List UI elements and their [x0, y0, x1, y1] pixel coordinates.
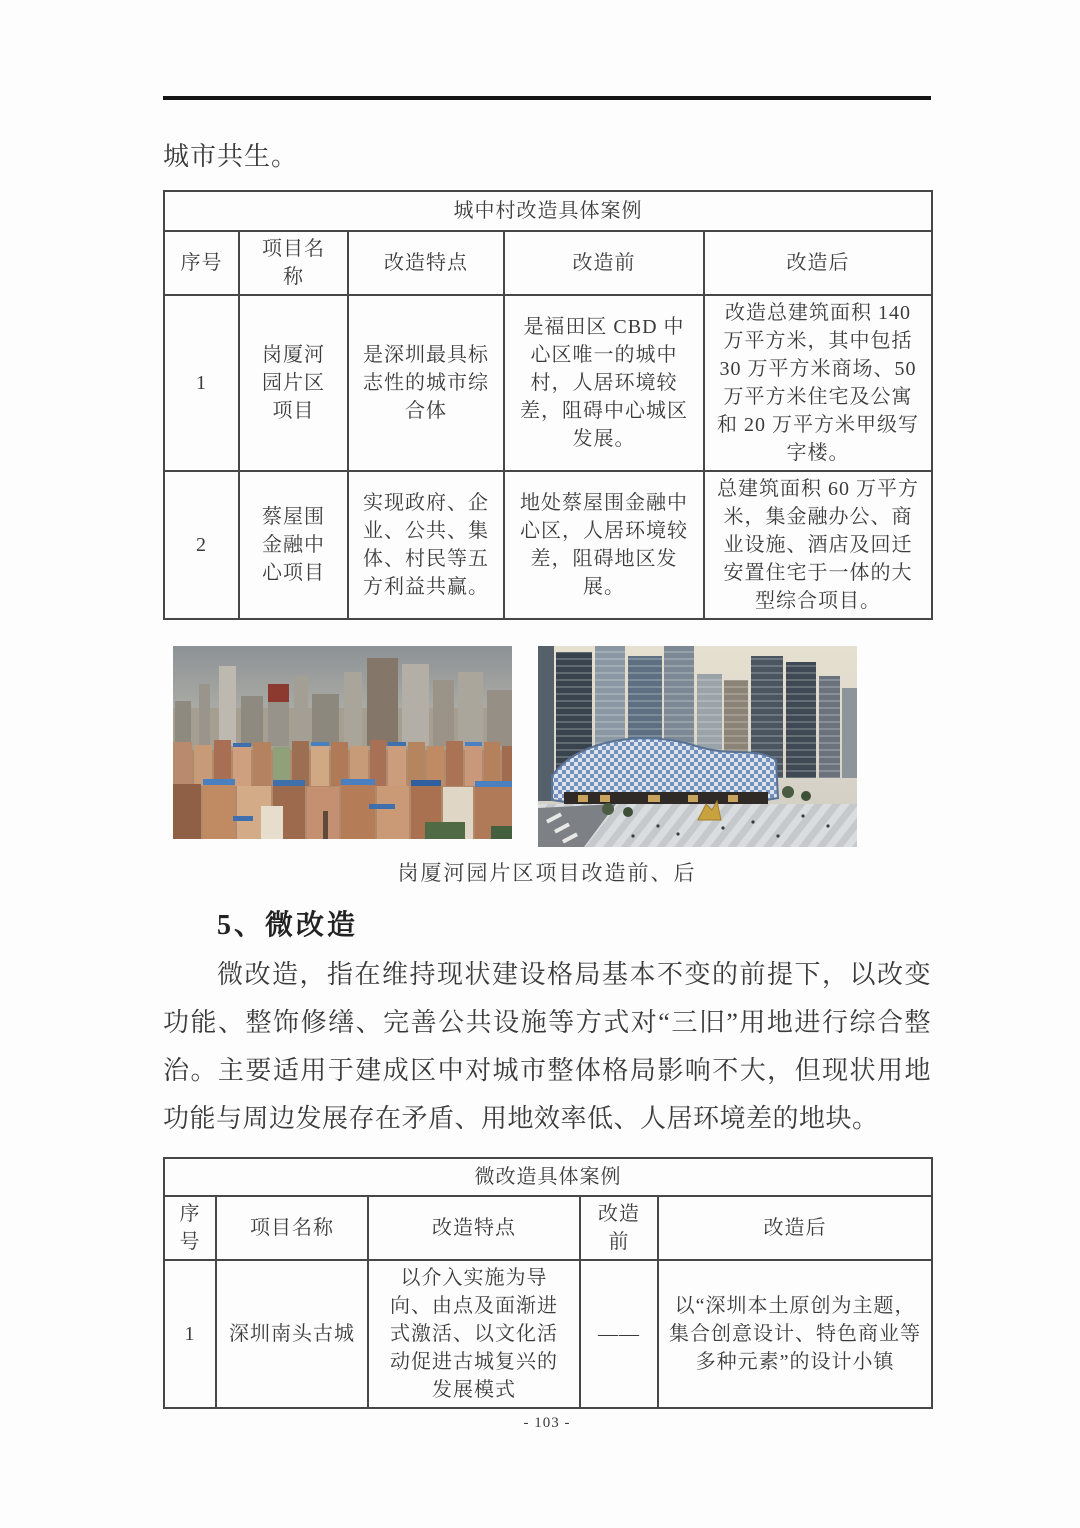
section-heading: 5、微改造: [217, 910, 359, 941]
row-before: 地处蔡屋围金融中心区，人居环境较差，阻碍地区发展。: [504, 471, 704, 619]
row-name: 深圳南头古城: [216, 1260, 368, 1408]
row-no: 1: [164, 1260, 216, 1408]
table2-col-before: 改造前: [580, 1196, 658, 1260]
table2-col-no: 序号: [164, 1196, 216, 1260]
intro-text: 城市共生。: [163, 142, 299, 171]
table2-col-feature: 改造特点: [368, 1196, 580, 1260]
row-no: 2: [164, 471, 239, 619]
row-feature: 是深圳最具标志性的城市综合体: [348, 295, 504, 471]
table1-col-before: 改造前: [504, 231, 704, 295]
table2-col-after: 改造后: [658, 1196, 932, 1260]
row-name: 岗厦河园片区项目: [239, 295, 348, 471]
photo-after-renovation: [538, 646, 857, 847]
table2-col-name: 项目名称: [216, 1196, 368, 1260]
row-after: 总建筑面积 60 万平方米，集金融办公、商业设施、酒店及回迁安置住宅于一体的大型综合项目。: [704, 471, 932, 619]
table1-title: 城中村改造具体案例: [164, 191, 932, 231]
photo-before-renovation: [173, 646, 512, 839]
row-before: 是福田区 CBD 中心区唯一的城中村，人居环境较差，阻碍中心城区发展。: [504, 295, 704, 471]
table-row: [164, 295, 932, 471]
row-no: 1: [164, 295, 239, 471]
page-number: - 103 -: [523, 1415, 571, 1431]
row-feature: 实现政府、企业、公共、集体、村民等五方利益共赢。: [348, 471, 504, 619]
table2-title: 微改造具体案例: [164, 1158, 932, 1196]
urban-village-case-table: [163, 190, 933, 620]
row-after: 改造总建筑面积 140 万平方米，其中包括 30 万平方米商场、50 万平方米住宅及公寓和 20 万平方米甲级写字楼。: [704, 295, 932, 471]
figure-caption: 岗厦河园片区项目改造前、后: [397, 861, 697, 885]
figure-row: [163, 646, 931, 847]
micro-renovation-case-table: [163, 1157, 933, 1409]
row-after: 以“深圳本土原创为主题，集合创意设计、特色商业等多种元素”的设计小镇: [658, 1260, 932, 1408]
table1-col-feature: 改造特点: [348, 231, 504, 295]
table1-col-name: 项目名称: [239, 231, 348, 295]
table1-col-no: 序号: [164, 231, 239, 295]
row-name: 蔡屋围金融中心项目: [239, 471, 348, 619]
row-feature: 以介入实施为导向、由点及面渐进式激活、以文化活动促进古城复兴的发展模式: [368, 1260, 580, 1408]
table-row: [164, 471, 932, 619]
table2-header-row: [164, 1196, 932, 1260]
table1-col-after: 改造后: [704, 231, 932, 295]
row-before: ——: [580, 1260, 658, 1408]
table-row: [164, 1260, 932, 1408]
table1-title-row: [164, 191, 932, 231]
page-content: [163, 0, 931, 1432]
table1-header-row: [164, 231, 932, 295]
table2-title-row: [164, 1158, 932, 1196]
page-header-rule: [163, 96, 931, 100]
body-paragraph: 微改造，指在维持现状建设格局基本不变的前提下，以改变功能、整饰修缮、完善公共设施等方式对“三旧”用地进行综合整治。主要适用于建成区中对城市整体格局影响不大，但现状用地功能与周边发展存在矛盾、用地效率低、人居环境差的地块。: [163, 960, 931, 1133]
